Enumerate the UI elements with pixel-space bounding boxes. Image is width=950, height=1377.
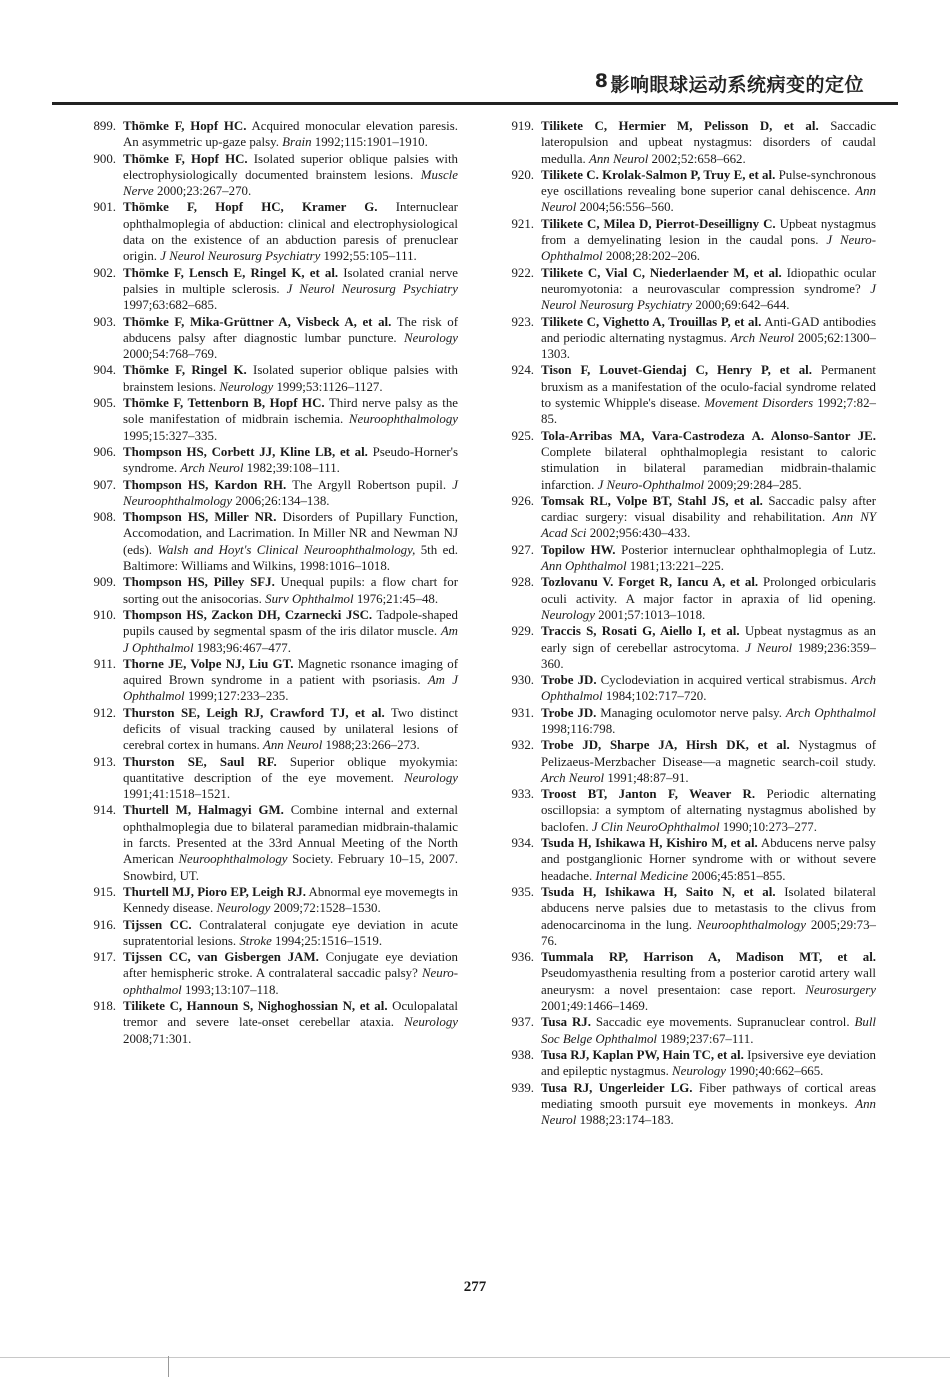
- reference-entry: [80, 802, 458, 883]
- reference-title: Complete bilateral ophthalmoplegia resistant to caloric stimulation in bilateral paramedian midbrain-thalamic infarction.: [541, 444, 876, 492]
- reference-authors: Thurtell MJ, Pioro EP, Leigh RJ.: [123, 884, 306, 899]
- reference-journal: Neurology: [404, 1015, 458, 1030]
- reference-entry: [498, 786, 876, 835]
- reference-entry: [498, 493, 876, 542]
- reference-number: 926.: [511, 493, 534, 508]
- reference-title: Cyclodeviation in acquired vertical strabismus.: [596, 673, 852, 688]
- reference-citation: 1998;116:798.: [541, 721, 616, 736]
- reference-entry: [498, 542, 876, 575]
- reference-number: 929.: [511, 624, 534, 639]
- reference-title: Abducens nerve palsy and postganglionic Horner syndrome with or without severe headache.: [541, 836, 877, 883]
- reference-title: Fiber pathways of cortical areas mediating smooth pursuit eye movements in monkeys.: [541, 1080, 876, 1111]
- reference-citation: 2008;28:202–206.: [602, 249, 700, 264]
- reference-title: Third nerve palsy as the sole manifestation of midbrain ischemia.: [123, 396, 458, 427]
- reference-citation: 1994;25:1516–1519.: [271, 933, 383, 948]
- reference-citation: 2005;29:73–76.: [541, 917, 876, 948]
- reference-entry: [80, 917, 458, 950]
- reference-authors: Thömke F, Ringel K.: [123, 363, 247, 378]
- reference-citation: 1991;48:87–91.: [604, 770, 689, 785]
- reference-citation: 1976;21:45–48.: [353, 591, 439, 606]
- reference-journal: Arch Neurol: [180, 461, 244, 476]
- reference-entry: [498, 835, 876, 884]
- reference-authors: Tola-Arribas MA, Vara-Castrodeza A. Alonso-Santor JE.: [541, 428, 876, 443]
- reference-citation: 2001;49:1466–1469.: [541, 999, 649, 1014]
- reference-title: Isolated superior oblique palsies with electrophysiologically documented brainstem lesions.: [123, 151, 458, 182]
- reference-citation: 2006;26:134–138.: [232, 493, 330, 508]
- reference-entry: [498, 265, 876, 314]
- reference-title: Superior oblique myokymia: quantitative description of the eye movement.: [123, 754, 458, 785]
- reference-title: Isolated cranial nerve palsies in multiple sclerosis.: [123, 265, 458, 296]
- reference-citation: 1989;236:359–360.: [541, 640, 876, 671]
- reference-entry: [498, 1047, 876, 1080]
- reference-citation: 2006;45:851–855.: [688, 868, 786, 883]
- reference-number: 928.: [511, 575, 534, 590]
- reference-authors: Thömke F, Tettenborn B, Hopf HC.: [123, 396, 325, 411]
- reference-number: 902.: [93, 265, 116, 280]
- reference-number: 917.: [93, 950, 116, 965]
- reference-authors: Troost BT, Janton F, Weaver R.: [541, 787, 756, 802]
- reference-citation: 1992;115:1901–1910.: [311, 135, 428, 150]
- reference-number: 918.: [93, 999, 116, 1014]
- reference-title: Pseudomyasthenia resulting from a posterior carotid artery wall aneurysm: a novel presentaion: case report.: [541, 966, 876, 997]
- reference-citation: 2002;956:430–433.: [586, 526, 691, 541]
- reference-citation: 1990;10:273–277.: [719, 819, 817, 834]
- reference-journal: Neurology: [672, 1064, 726, 1079]
- reference-number: 910.: [93, 607, 116, 622]
- reference-journal: Brain: [282, 135, 312, 150]
- reference-journal: Ann Ophthalmol: [541, 559, 627, 574]
- reference-number: 935.: [511, 884, 534, 899]
- reference-entry: [498, 314, 876, 363]
- reference-journal: Ann Neurol: [541, 1096, 876, 1128]
- reference-authors: Trobe JD, Sharpe JA, Hirsh DK, et al.: [541, 738, 790, 753]
- reference-citation: 1992;7:82–85.: [541, 396, 876, 427]
- reference-citation: 1989;237:67–111.: [657, 1031, 754, 1046]
- reference-entry: [498, 884, 876, 949]
- reference-title: Magnetic rsonance imaging of aquired Brown syndrome in a patient with psoriasis.: [123, 656, 458, 688]
- reference-entry: [498, 428, 876, 493]
- reference-entry: [498, 216, 876, 265]
- reference-entry: [80, 949, 458, 998]
- reference-journal: Neurology: [216, 901, 271, 916]
- reference-number: 932.: [511, 738, 534, 753]
- reference-entry: [80, 754, 458, 803]
- reference-journal: J Clin NeuroOphthalmol: [591, 819, 720, 834]
- reference-authors: Tilikete C. Krolak-Salmon P, Truy E, et al.: [541, 167, 776, 182]
- reference-journal: Neuro-ophthalmol: [123, 966, 458, 997]
- reference-entry: [80, 362, 458, 395]
- reference-authors: Tijssen CC, van Gisbergen JAM.: [123, 950, 319, 965]
- reference-authors: Thompson HS, Kardon RH.: [123, 477, 287, 492]
- footer-rule: [0, 1357, 950, 1358]
- reference-column-left: [80, 118, 458, 1047]
- reference-number: 923.: [511, 314, 534, 329]
- reference-citation: 1991;41:1518–1521.: [123, 787, 231, 802]
- reference-title: Contralateral conjugate eye deviation in acute supratentorial lesions.: [123, 917, 458, 948]
- reference-authors: Thompson HS, Miller NR.: [123, 510, 277, 525]
- reference-entry: [498, 737, 876, 786]
- reference-entry: [498, 167, 876, 216]
- reference-journal: Ann Neurol: [541, 184, 876, 215]
- chapter-title: 影响眼球运动系统病变的定位: [610, 74, 864, 96]
- reference-title: Pulse-synchronous eye oscillations revealing bone superior canal dehiscence.: [541, 167, 876, 199]
- reference-journal: Am J Ophthalmol: [123, 673, 458, 704]
- reference-number: 915.: [93, 884, 116, 899]
- reference-entry: [498, 574, 876, 623]
- reference-number: 920.: [511, 167, 534, 182]
- reference-journal: Arch Neurol: [541, 770, 605, 785]
- reference-journal: Neurosurgery: [805, 982, 876, 997]
- reference-entry: [80, 656, 458, 705]
- reference-citation: 2008;71:301.: [123, 1031, 192, 1046]
- reference-citation: 2009;29:284–285.: [704, 477, 802, 492]
- reference-title: Saccadic palsy after cardiac surgery: visual disability and rehabilitation.: [541, 493, 876, 525]
- reference-journal: J Neurol: [745, 640, 793, 655]
- reference-entry: [80, 998, 458, 1047]
- reference-title: Prolonged orbicularis oculi activity. A major factor in apraxia of lid opening.: [541, 575, 876, 606]
- reference-authors: Tilikete C, Vighetto A, Trouillas P, et al.: [541, 314, 762, 329]
- reference-journal: Movement Disorders: [704, 396, 814, 411]
- reference-title: Internuclear ophthalmoplegia of abduction: clinical and electrophysiological data on the existence of an abduction paresis of prenuclear origin.: [123, 200, 458, 264]
- reference-title: Conjugate eye deviation after hemispheric stroke. A contralateral saccadic palsy?: [123, 950, 459, 981]
- reference-authors: Thompson HS, Corbett JJ, Kline LB, et al.: [123, 444, 368, 459]
- reference-title: Saccadic eye movements. Supranuclear control.: [590, 1015, 855, 1030]
- reference-authors: Tozlovanu V. Forget R, Iancu A, et al.: [541, 575, 759, 590]
- reference-number: 938.: [511, 1047, 534, 1062]
- reference-authors: Tilikete C, Vial C, Niederlaender M, et al.: [541, 265, 782, 280]
- reference-title: Unequal pupils: a flow chart for sorting out the anisocorias.: [123, 575, 458, 606]
- reference-number: 901.: [93, 200, 116, 215]
- reference-entry: [80, 199, 458, 264]
- reference-citation: Society. February 10–15, 2007. Snowbird, UT.: [123, 852, 458, 883]
- reference-title: Managing oculomotor nerve palsy.: [596, 705, 786, 720]
- reference-citation: 1992;55:105–111.: [320, 249, 417, 264]
- reference-journal: Neurology: [541, 607, 595, 622]
- reference-title: Abnormal eye movemegts in Kennedy disease.: [123, 884, 459, 916]
- reference-authors: Tummala RP, Harrison A, Madison MT, et al.: [541, 950, 876, 965]
- reference-title: Isolated bilateral abducens nerve palsies due to metastasis to the clivus from adenocarcinoma in the lung.: [541, 884, 876, 932]
- reference-number: 936.: [511, 950, 534, 965]
- reference-journal: Neuroophthalmology: [696, 917, 806, 932]
- reference-number: 909.: [93, 575, 116, 590]
- reference-citation: 1988;23:266–273.: [322, 738, 420, 753]
- reference-authors: Thömke F, Hopf HC.: [123, 119, 247, 133]
- reference-entry: [80, 395, 458, 444]
- reference-journal: J Neuro-Ophthalmol: [597, 477, 705, 492]
- reference-title: Combine internal and external ophthalmoplegia due to bilateral paramedian midbrain-thalamic in farcts. Presented at the 33rd Annual Meeting of the North American: [123, 803, 458, 867]
- reference-number: 921.: [511, 216, 534, 231]
- reference-title: Posterior internuclear ophthalmoplegia of Lutz.: [615, 542, 876, 557]
- reference-title: Nystagmus of Pelizaeus-Merzbacher Disease—a magnetic search-coil study.: [541, 738, 876, 769]
- reference-number: 927.: [511, 542, 534, 557]
- footer-tick: [168, 1356, 169, 1377]
- reference-citation: 2000;69:642–644.: [692, 298, 790, 313]
- reference-title: Upbeat nystagmus from a demyelinating lesion in the caudal pons.: [541, 216, 876, 248]
- chapter-number: 8: [594, 70, 608, 92]
- reference-journal: Neurology: [219, 379, 274, 394]
- reference-number: 904.: [93, 363, 116, 378]
- page-number: 277: [463, 1279, 487, 1295]
- reference-number: 933.: [511, 787, 534, 802]
- reference-authors: Thurston SE, Saul RF.: [123, 754, 277, 769]
- reference-authors: Tusa RJ.: [541, 1015, 591, 1030]
- reference-entry: [80, 509, 458, 574]
- reference-authors: Thurtell M, Halmagyi GM.: [123, 803, 284, 818]
- reference-journal: Walsh and Hoyt's Clinical Neuroophthalmology,: [157, 542, 416, 557]
- reference-number: 919.: [511, 119, 534, 133]
- reference-journal: J Neurol Neurosurg Psychiatry: [286, 281, 458, 296]
- reference-authors: Thorne JE, Volpe NJ, Liu GT.: [123, 656, 294, 671]
- reference-entry: [498, 362, 876, 427]
- reference-title: Upbeat nystagmus as an early sign of cerebellar astrocytoma.: [541, 624, 876, 655]
- reference-entry: [80, 151, 458, 200]
- reference-journal: Neuroophthalmology: [348, 412, 458, 427]
- reference-number: 912.: [93, 705, 116, 720]
- reference-title: Acquired monocular elevation paresis. An asymmetric up-gaze palsy.: [123, 119, 458, 150]
- reference-journal: Neurology: [404, 770, 458, 785]
- reference-entry: [498, 118, 876, 167]
- reference-citation: 1984;102:717–720.: [602, 689, 707, 704]
- reference-entry: [498, 1080, 876, 1129]
- reference-journal: Ann NY Acad Sci: [541, 510, 876, 541]
- header-rule: [52, 102, 898, 105]
- reference-number: 931.: [511, 705, 534, 720]
- reference-number: 908.: [93, 510, 116, 525]
- reference-citation: 2009;72:1528–1530.: [270, 901, 381, 916]
- reference-journal: Arch Ophthalmol: [785, 705, 876, 720]
- reference-number: 905.: [93, 396, 116, 411]
- reference-authors: Tusa RJ, Kaplan PW, Hain TC, et al.: [541, 1047, 744, 1062]
- reference-citation: 1990;40:662–665.: [725, 1064, 824, 1079]
- reference-journal: Arch Ophthalmol: [541, 673, 876, 704]
- reference-journal: J Neurol Neurosurg Psychiatry: [541, 281, 876, 313]
- reference-entry: [80, 574, 458, 607]
- reference-entry: [498, 949, 876, 1014]
- reference-journal: Stroke: [239, 933, 272, 948]
- reference-number: 900.: [93, 151, 116, 166]
- reference-citation: 1999;53:1126–1127.: [273, 379, 383, 394]
- reference-citation: 2001;57:1013–1018.: [594, 607, 706, 622]
- reference-authors: Tsuda H, Ishikawa H, Kishiro M, et al.: [541, 836, 758, 851]
- reference-authors: Thurston SE, Leigh RJ, Crawford TJ, et al.: [123, 705, 385, 720]
- reference-journal: J Neurol Neurosurg Psychiatry: [160, 249, 321, 264]
- reference-title: Idiopathic ocular neuromyotonia: a neurovascular compression syndrome?: [541, 265, 876, 296]
- reference-journal: Neuroophthalmology: [178, 852, 288, 867]
- reference-authors: Tilikete C, Hermier M, Pelisson D, et al.: [541, 119, 819, 133]
- reference-number: 916.: [93, 917, 116, 932]
- reference-authors: Tomsak RL, Volpe BT, Stahl JS, et al.: [541, 493, 763, 508]
- reference-authors: Thompson HS, Zackon DH, Czarnecki JSC.: [123, 607, 373, 622]
- reference-journal: Arch Neurol: [730, 330, 795, 345]
- reference-title: Ipsiversive eye deviation and epileptic nystagmus.: [541, 1047, 876, 1079]
- reference-entry: [80, 444, 458, 477]
- reference-authors: Tusa RJ, Ungerleider LG.: [541, 1080, 693, 1095]
- reference-journal: Internal Medicine: [595, 868, 689, 883]
- reference-entry: [80, 607, 458, 656]
- reference-journal: J Neuroophthalmology: [123, 477, 458, 508]
- reference-title: Periodic alternating oscillopsia: a symptom of alternating nystagmus abolished by baclofen.: [541, 787, 876, 834]
- reference-citation: 1988;23:174–183.: [576, 1113, 674, 1128]
- reference-journal: Neurology: [404, 330, 458, 345]
- reference-number: 922.: [511, 265, 534, 280]
- reference-authors: Tsuda H, Ishikawa H, Saito N, et al.: [541, 884, 776, 899]
- reference-authors: Thömke F, Mika-Grüttner A, Visbeck A, et al.: [123, 314, 392, 329]
- reference-citation: 2002;52:658–662.: [648, 151, 746, 166]
- reference-title: Permanent bruxism as a manifestation of the oculo-facial syndrome related to systemic Whipple's disease.: [541, 363, 876, 411]
- reference-entry: [80, 265, 458, 314]
- reference-authors: Traccis S, Rosati G, Aiello I, et al.: [541, 624, 740, 639]
- reference-entry: [80, 118, 458, 151]
- reference-entry: [498, 623, 876, 672]
- reference-number: 914.: [93, 803, 116, 818]
- reference-journal: Am J Ophthalmol: [123, 624, 458, 655]
- reference-number: 930.: [511, 673, 534, 688]
- reference-authors: Trobe JD.: [541, 705, 597, 720]
- reference-number: 925.: [511, 428, 534, 443]
- reference-authors: Tilikete C, Hannoun S, Nighoghossian N, et al.: [123, 999, 388, 1014]
- reference-citation: 2004;56:556–560.: [576, 200, 674, 215]
- reference-entry: [80, 477, 458, 510]
- reference-citation: 2000;23:267–270.: [153, 184, 252, 199]
- reference-journal: Bull Soc Belge Ophthalmol: [541, 1015, 876, 1046]
- reference-authors: Thömke F, Hopf HC, Kramer G.: [123, 200, 378, 215]
- reference-journal: Ann Neurol: [588, 151, 649, 166]
- reference-journal: Surv Ophthalmol: [265, 591, 354, 606]
- reference-title: The risk of abducens palsy after diagnostic lumbar puncture.: [123, 314, 458, 345]
- reference-number: 937.: [511, 1015, 534, 1030]
- reference-number: 903.: [93, 314, 116, 329]
- reference-citation: 1999;127:233–235.: [184, 689, 289, 704]
- reference-column-right: [498, 118, 876, 1128]
- reference-number: 934.: [511, 836, 534, 851]
- reference-authors: Topilow HW.: [541, 542, 616, 557]
- reference-title: Disorders of Pupillary Function, Accomodation, and Lacrimation. In Miller NR and Newman NJ (eds).: [123, 510, 458, 557]
- reference-title: Saccadic lateropulsion and upbeat nystagmus: disorders of caudal medulla.: [541, 119, 876, 166]
- reference-number: 906.: [93, 444, 116, 459]
- reference-entry: [80, 314, 458, 363]
- reference-citation: 1995;15:327–335.: [123, 428, 218, 443]
- reference-number: 924.: [511, 363, 534, 378]
- reference-authors: Thömke F, Hopf HC.: [123, 151, 248, 166]
- reference-title: Pseudo-Horner's syndrome.: [123, 444, 458, 476]
- reference-number: 907.: [93, 477, 116, 492]
- reference-citation: 1983;96:467–477.: [193, 640, 291, 655]
- reference-authors: Tison F, Louvet-Giendaj C, Henry P, et al.: [541, 363, 812, 378]
- reference-title: Two distinct deficits of visual tracking caused by unilateral lesions of cerebral cortex in humans.: [123, 705, 458, 753]
- reference-title: Tadpole-shaped pupils caused by segmental spasm of the iris dilator muscle.: [123, 607, 458, 639]
- reference-title: The Argyll Robertson pupil.: [286, 477, 453, 492]
- reference-entry: [80, 705, 458, 754]
- reference-title: Anti-GAD antibodies and periodic alternating nystagmus.: [541, 314, 876, 345]
- reference-citation: 2005;62:1300–1303.: [541, 330, 876, 362]
- reference-citation: 1982;39:108–111.: [243, 461, 340, 476]
- reference-number: 899.: [93, 119, 116, 133]
- reference-number: 911.: [93, 656, 116, 671]
- reference-journal: J Neuro-Ophthalmol: [541, 233, 876, 264]
- running-header: [0, 62, 950, 108]
- reference-citation: 1993;13:107–118.: [181, 982, 279, 997]
- reference-citation: 1997;63:682–685.: [123, 298, 218, 313]
- reference-entry: [80, 884, 458, 917]
- reference-number: 939.: [511, 1080, 534, 1095]
- reference-journal: Ann Neurol: [262, 738, 323, 753]
- reference-authors: Thompson HS, Pilley SFJ.: [123, 575, 275, 590]
- reference-citation: 2000;54:768–769.: [123, 347, 218, 362]
- reference-number: 913.: [93, 754, 116, 769]
- reference-title: Isolated superior oblique palsies with brainstem lesions.: [123, 363, 459, 394]
- reference-authors: Tilikete C, Milea D, Pierrot-Deseilligny C.: [541, 216, 776, 231]
- reference-authors: Thömke F, Lensch E, Ringel K, et al.: [123, 265, 339, 280]
- reference-entry: [498, 705, 876, 738]
- reference-authors: Trobe JD.: [541, 673, 597, 688]
- reference-title: Oculopalatal tremor and severe late-onset cerebellar ataxia.: [123, 999, 458, 1030]
- reference-entry: [498, 1014, 876, 1047]
- reference-citation: 5th ed. Baltimore: Williams and Wilkins, 1998:1016–1018.: [123, 542, 458, 574]
- reference-entry: [498, 672, 876, 705]
- reference-citation: 1981;13:221–225.: [626, 559, 724, 574]
- reference-authors: Tijssen CC.: [123, 917, 192, 932]
- reference-journal: Muscle Nerve: [123, 167, 458, 199]
